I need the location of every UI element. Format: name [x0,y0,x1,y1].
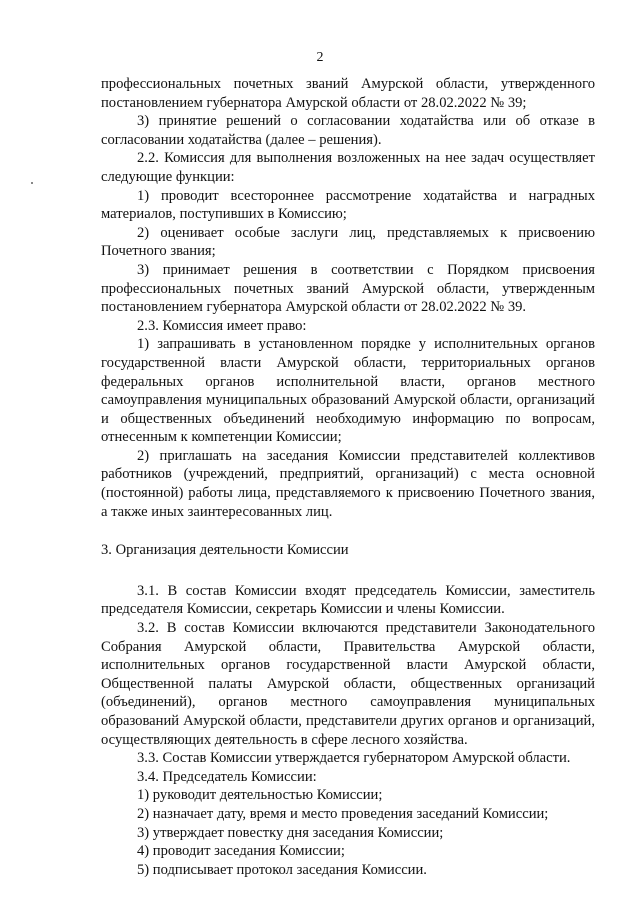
paragraph-3-2: 3.2. В состав Комиссии включаются представители Законодательного Собрания Амурской области, Правительства Амурской области, исполнительных органов государственной власти Амурской области, Общественной палаты Амурской области, общественных организаций (объединений), органов местного самоуправления муниципальных образований Амурской области, представители других органов и организаций, осуществляющих деятельность в сфере лесного хозяйства. [101,620,595,748]
paragraph-3-4: 3.4. Председатель Комиссии: [137,768,317,785]
list-item: 3) утверждает повестку дня заседания Комиссии; [137,824,444,841]
paragraph-right-2: 2) приглашать на заседания Комиссии представителей коллективов работников (учреждений, предприятий, организаций) с места основной (постоянной) работы лица, представляемого к присвоению Почетного звания, а также иных заинтересованных лиц. [101,447,595,520]
paragraph-function-2: 2) оценивает особые заслуги лиц, представляемых к присвоению Почетного звания; [101,224,595,260]
paragraph-right-1: 1) запрашивать в установленном порядке у исполнительных органов государственной власти Амурской области, территориальных органов федеральных органов исполнительной власти, органов местного самоуправления муниципальных образований Амурской области, организаций и общественных объединений необходимую информацию по вопросам, отнесенным к компетенции Комиссии; [101,336,595,446]
paragraph-function-3: 3) принимает решения в соответствии с Порядком присвоения профессиональных почетных званий Амурской области, утвержденным постановлением губернатора Амурской области от 28.02.2022 № 39. [101,261,595,316]
list-item: 2) назначает дату, время и место проведения заседаний Комиссии; [137,805,549,822]
list-item: 1) руководит деятельностью Комиссии; [137,787,383,804]
paragraph-3-1: 3.1. В состав Комиссии входят председатель Комиссии, заместитель председателя Комиссии, секретарь Комиссии и члены Комиссии. [101,582,595,618]
section-heading: 3. Организация деятельности Комиссии [101,542,349,559]
scan-mark [31,182,33,184]
page-number: 2 [316,50,324,65]
paragraph-2-3: 2.3. Комиссия имеет право: [137,317,307,334]
paragraph-3-3: 3.3. Состав Комиссии утверждается губернатором Амурской области. [137,750,571,767]
paragraph-decisions: 3) принятие решений о согласовании ходатайства или об отказе в согласовании ходатайства (далее – решения). [101,113,595,148]
paragraph-function-1: 1) проводит всестороннее рассмотрение ходатайства и наградных материалов, поступивших в Комиссию; [101,187,595,223]
paragraph-2-2: 2.2. Комиссия для выполнения возложенных на нее задач осуществляет следующие функции: [101,150,595,185]
paragraph-continuation: профессиональных почетных званий Амурской области, утвержденного постановлением губернатора Амурской области от 28.02.2022 № 39; [101,76,595,111]
list-item: 5) подписывает протокол заседания Комиссии. [137,861,427,878]
document-body [101,75,595,879]
list-item: 4) проводит заседания Комиссии; [137,843,345,860]
